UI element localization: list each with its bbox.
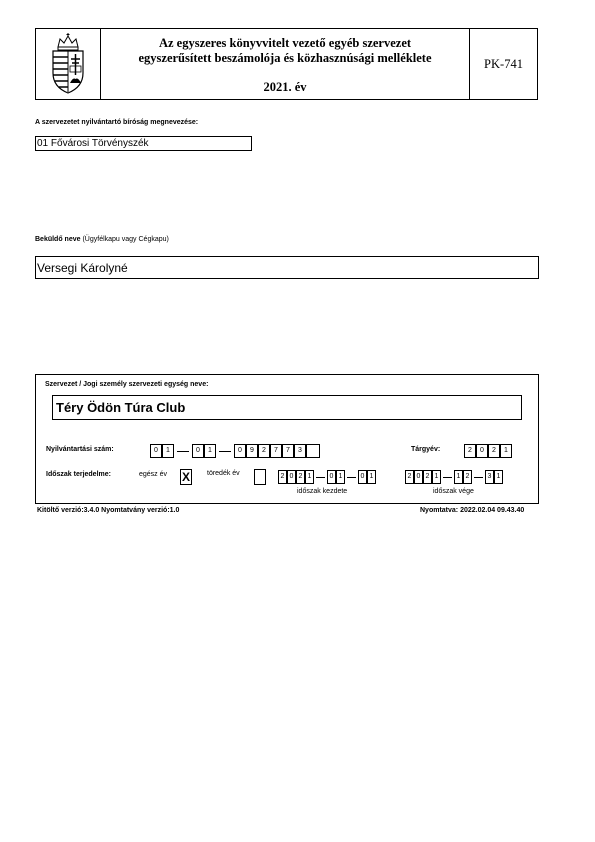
- hungarian-coat-of-arms-icon: [47, 33, 89, 95]
- reg-digit[interactable]: 3: [294, 444, 306, 458]
- print-timestamp: Nyomtatva: 2022.02.04 09.43.40: [420, 507, 525, 514]
- partial-year-label: töredék év: [207, 470, 240, 477]
- subject-year-digit[interactable]: 1: [500, 444, 512, 458]
- form-header: [35, 28, 538, 100]
- court-label: A szervezetet nyilvántartó bíróság megnevezése:: [35, 119, 199, 126]
- separator-dash: [347, 477, 356, 478]
- separator-dash: [177, 451, 189, 452]
- period-start-year-digit[interactable]: 2: [278, 470, 287, 484]
- subject-year-digit[interactable]: 2: [488, 444, 500, 458]
- period-end-year-digit[interactable]: 2: [405, 470, 414, 484]
- subject-year-digit[interactable]: 2: [464, 444, 476, 458]
- separator-dash: [443, 477, 452, 478]
- period-start-year-digit[interactable]: 1: [305, 470, 314, 484]
- subject-year-digit[interactable]: 0: [476, 444, 488, 458]
- reg-digit[interactable]: [306, 444, 320, 458]
- period-start-month-digit[interactable]: 1: [336, 470, 345, 484]
- subject-year-label: Tárgyév:: [411, 446, 441, 453]
- separator-dash: [219, 451, 231, 452]
- reg-digit[interactable]: 2: [258, 444, 270, 458]
- full-year-checkbox[interactable]: X: [181, 470, 190, 484]
- form-title-line2: egyszerűsített beszámolója és közhasznúsági melléklete: [138, 51, 432, 65]
- period-start-year-digit[interactable]: 0: [287, 470, 296, 484]
- sender-label-main: Beküldő neve: [35, 236, 81, 243]
- period-start-day-digit[interactable]: 1: [367, 470, 376, 484]
- organization-label: Szervezet / Jogi személy szervezeti egység neve:: [45, 381, 209, 388]
- reg-digit[interactable]: 0: [150, 444, 162, 458]
- sender-label-note: (Ügyfélkapu vagy Cégkapu): [82, 236, 169, 243]
- period-end-day-digit[interactable]: 3: [485, 470, 494, 484]
- period-end-year-digit[interactable]: 0: [414, 470, 423, 484]
- form-code: PK-741: [484, 56, 523, 71]
- period-end-day-digit[interactable]: 1: [494, 470, 503, 484]
- full-year-label: egész év: [139, 471, 168, 478]
- separator-dash: [316, 477, 325, 478]
- organization-name-field[interactable]: Téry Ödön Túra Club: [52, 395, 522, 420]
- reg-digit[interactable]: 7: [282, 444, 294, 458]
- period-end-year-digit[interactable]: 2: [423, 470, 432, 484]
- reg-digit[interactable]: 1: [162, 444, 174, 458]
- reg-digit[interactable]: 0: [192, 444, 204, 458]
- period-end-month-digit[interactable]: 2: [463, 470, 472, 484]
- period-start-day-digit[interactable]: 0: [358, 470, 367, 484]
- period-end-label: időszak vége: [433, 488, 474, 495]
- reg-digit[interactable]: 1: [204, 444, 216, 458]
- reg-digit[interactable]: 9: [246, 444, 258, 458]
- version-info: Kitöltő verzió:3.4.0 Nyomtatvány verzió:1.0: [37, 507, 180, 514]
- period-end-year-digit[interactable]: 1: [432, 470, 441, 484]
- sender-field[interactable]: Versegi Károlyné: [35, 256, 539, 279]
- separator-dash: [474, 477, 483, 478]
- registration-number-label: Nyilvántartási szám:: [46, 446, 114, 453]
- period-start-year-digit[interactable]: 2: [296, 470, 305, 484]
- period-label: Időszak terjedelme:: [46, 471, 111, 478]
- reg-digit[interactable]: 7: [270, 444, 282, 458]
- partial-year-checkbox[interactable]: [254, 469, 266, 485]
- court-field[interactable]: 01 Fővárosi Törvényszék: [35, 136, 252, 151]
- form-year: 2021. év: [263, 80, 307, 94]
- coat-of-arms-cell: [36, 29, 101, 99]
- form-title: [101, 29, 470, 99]
- reg-digit[interactable]: 0: [234, 444, 246, 458]
- organization-panel: [35, 374, 539, 504]
- form-title-line1: Az egyszeres könyvvitelt vezető egyéb szervezet: [158, 36, 412, 50]
- period-start-month-digit[interactable]: 0: [327, 470, 336, 484]
- sender-label: [35, 236, 169, 243]
- period-start-label: időszak kezdete: [297, 488, 348, 495]
- period-end-month-digit[interactable]: 1: [454, 470, 463, 484]
